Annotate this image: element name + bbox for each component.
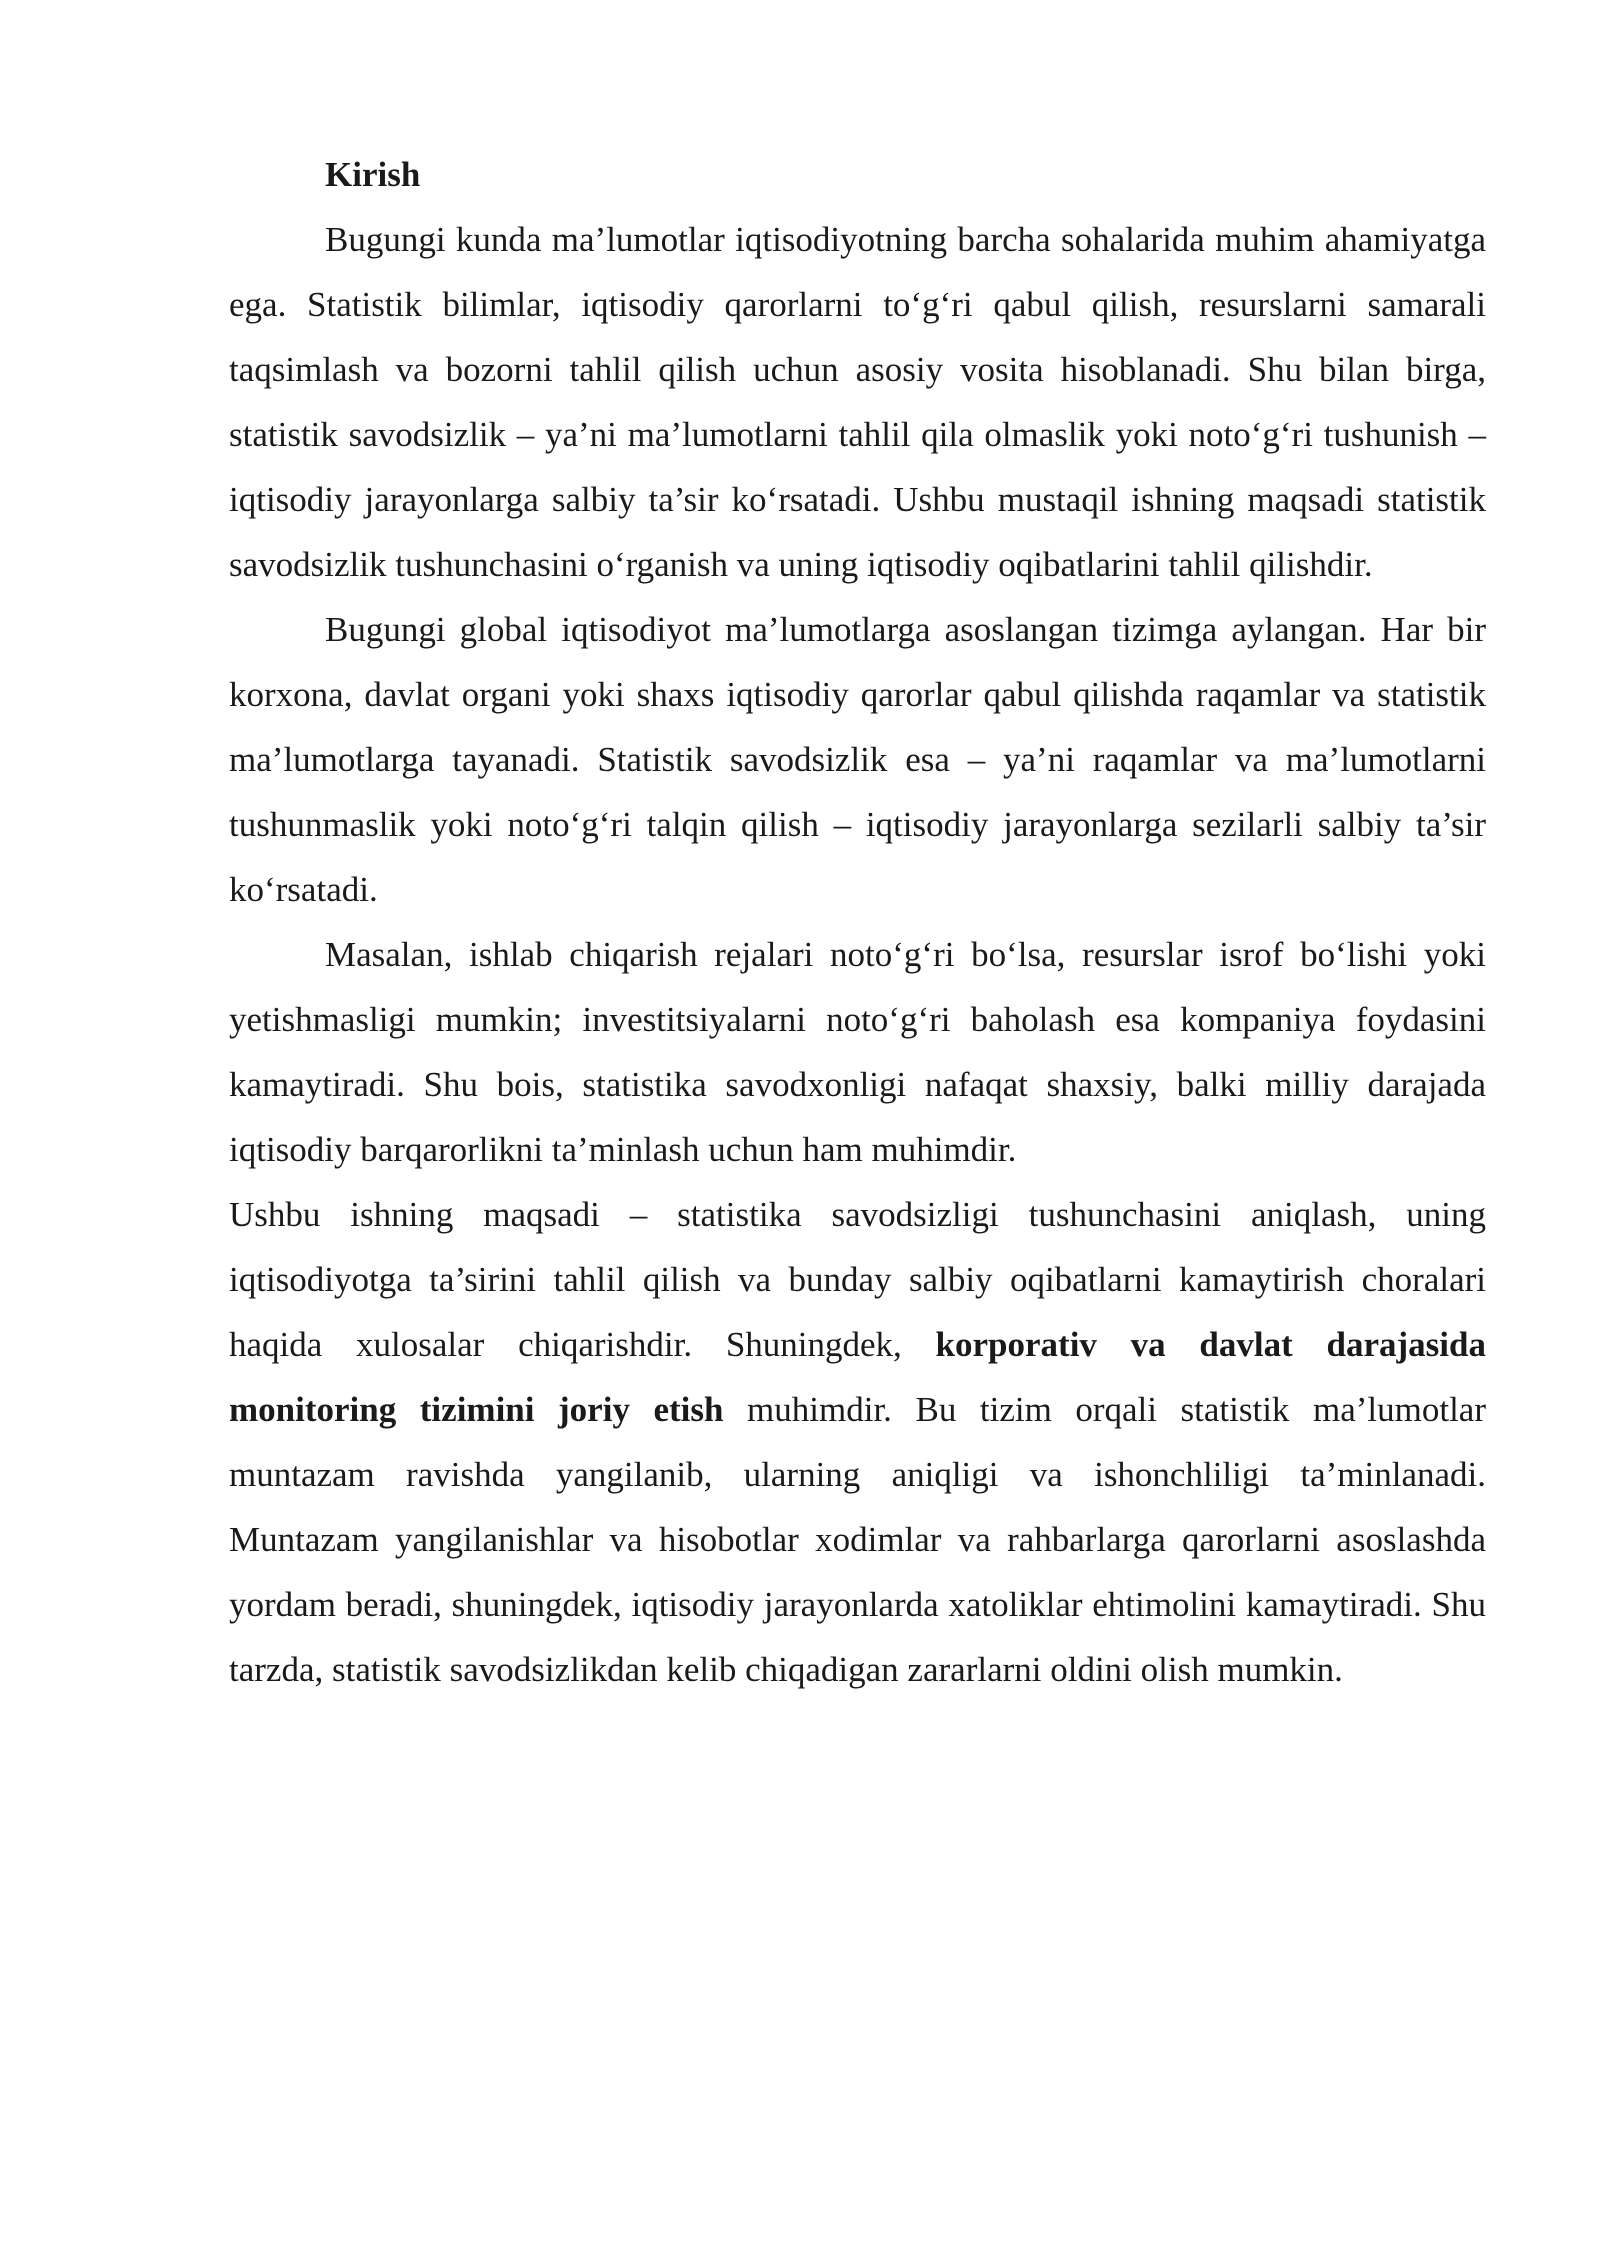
paragraph-1: Bugungi kunda ma’lumotlar iqtisodiyotning barcha sohalarida muhim ahamiyatga ega. Statistik bilimlar, iqtisodiy qarorlarni to‘g‘ri qabul qilish, resurslarni samarali taqsimlash va bozorni tahlil qilish uchun asosiy vosita hisoblanadi. Shu bilan birga, statistik savodsizlik – ya’ni ma’lumotlarni tahlil qila olmaslik yoki noto‘g‘ri tushunish – iqtisodiy jarayonlarga salbiy ta’sir ko‘rsatadi. Ushbu mustaqil ishning maqsadi statistik savodsizlik tushunchasini o‘rganish va uning iqtisodiy oqibatlarini tahlil qilishdir. bbox=[229, 220, 1486, 584]
paragraph-4 bbox=[229, 1182, 1486, 1702]
section-heading: Kirish bbox=[325, 155, 421, 194]
paragraph-4-bold-phrase: korporativ va davlat darajasida monitoring tizimini joriy etish bbox=[229, 1325, 1486, 1429]
paragraph-4-text-start: Ushbu ishning maqsadi – statistika savodsizligi tushunchasini aniqlash, uning iqtisodiyotga ta’sirini tahlil qilish va bunday salbiy oqibatlarni kamaytirish choralari haqida xulosalar chiqarishdir. Shuningdek, bbox=[229, 1195, 1486, 1364]
paragraph-2: Bugungi global iqtisodiyot ma’lumotlarga asoslangan tizimga aylangan. Har bir korxona, davlat organi yoki shaxs iqtisodiy qarorlar qabul qilishda raqamlar va statistik ma’lumotlarga tayanadi. Statistik savodsizlik esa – ya’ni raqamlar va ma’lumotlarni tushunmaslik yoki noto‘g‘ri talqin qilish – iqtisodiy jarayonlarga sezilarli salbiy ta’sir ko‘rsatadi. bbox=[229, 610, 1486, 909]
document-body bbox=[229, 142, 1486, 1702]
paragraph-3: Masalan, ishlab chiqarish rejalari noto‘g‘ri bo‘lsa, resurslar isrof bo‘lishi yoki yetishmasligi mumkin; investitsiyalarni noto‘g‘ri baholash esa kompaniya foydasini kamaytiradi. Shu bois, statistika savodxonligi nafaqat shaxsiy, balki milliy darajada iqtisodiy barqarorlikni ta’minlash uchun ham muhimdir. bbox=[229, 935, 1486, 1169]
paragraph-4-text-end: muhimdir. Bu tizim orqali statistik ma’lumotlar muntazam ravishda yangilanib, ularning aniqligi va ishonchliligi ta’minlanadi. Muntazam yangilanishlar va hisobotlar xodimlar va rahbarlarga qarorlarni asoslashda yordam beradi, shuningdek, iqtisodiy jarayonlarda xatoliklar ehtimolini kamaytiradi. Shu tarzda, statistik savodsizlikdan kelib chiqadigan zararlarni oldini olish mumkin. bbox=[229, 1390, 1486, 1689]
